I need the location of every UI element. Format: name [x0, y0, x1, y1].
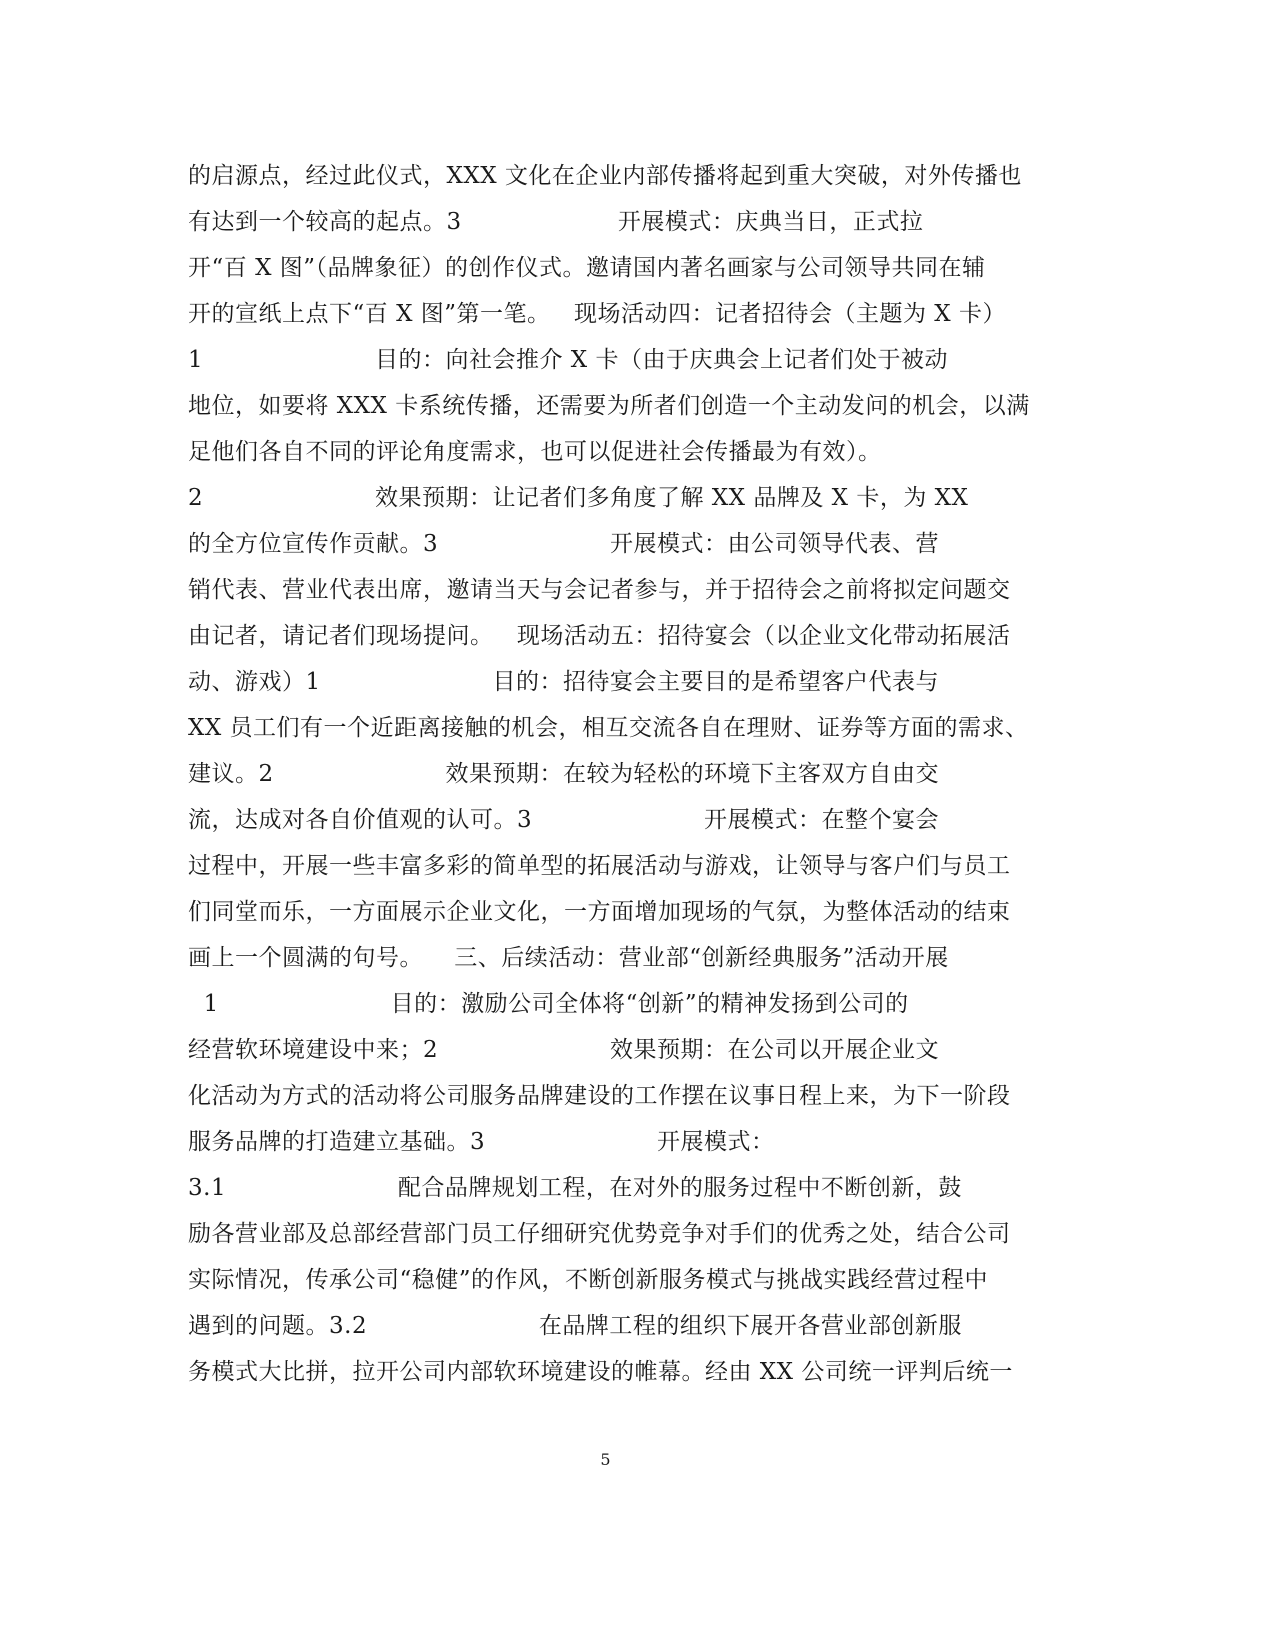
- text-line: 开“百 X 图”（品牌象征）的创作仪式。邀请国内著名画家与公司领导共同在辅: [188, 255, 986, 281]
- text-line: 3.1 配合品牌规划工程，在对外的服务过程中不断创新，鼓: [188, 1175, 962, 1201]
- text-line: 经营软环境建设中来；2 效果预期：在公司以开展企业文: [188, 1037, 939, 1063]
- text-line: XX 员工们有一个近距离接触的机会，相互交流各自在理财、证券等方面的需求、: [188, 715, 1029, 741]
- text-line: 励各营业部及总部经营部门员工仔细研究优势竞争对手们的优秀之处，结合公司: [188, 1221, 1011, 1247]
- text-line: 动、游戏）1 目的：招待宴会主要目的是希望客户代表与: [188, 669, 939, 695]
- text-line: 们同堂而乐，一方面展示企业文化，一方面增加现场的气氛，为整体活动的结束: [188, 899, 1011, 925]
- text-line: 2 效果预期：让记者们多角度了解 XX 品牌及 X 卡，为 XX: [188, 485, 969, 511]
- text-line: 建议。2 效果预期：在较为轻松的环境下主客双方自由交: [188, 761, 939, 787]
- text-line: 画上一个圆满的句号。 三、后续活动：营业部“创新经典服务”活动开展: [188, 945, 949, 971]
- text-line: 实际情况，传承公司“稳健”的作风，不断创新服务模式与挑战实践经营过程中: [188, 1267, 989, 1293]
- text-line: 的启源点，经过此仪式，XXX 文化在企业内部传播将起到重大突破，对外传播也: [188, 163, 1022, 189]
- text-line: 的全方位宣传作贡献。3 开展模式：由公司领导代表、营: [188, 531, 939, 557]
- text-line: 有达到一个较高的起点。3 开展模式：庆典当日，正式拉: [188, 209, 924, 235]
- page-number: 5: [600, 1450, 611, 1469]
- text-line: 足他们各自不同的评论角度需求，也可以促进社会传播最为有效）。: [188, 439, 882, 465]
- text-line: 流，达成对各自价值观的认可。3 开展模式：在整个宴会: [188, 807, 939, 833]
- text-line: 遇到的问题。3.2 在品牌工程的组织下展开各营业部创新服: [188, 1313, 962, 1339]
- text-line: 化活动为方式的活动将公司服务品牌建设的工作摆在议事日程上来，为下一阶段: [188, 1083, 1011, 1109]
- text-line: 由记者，请记者们现场提问。 现场活动五：招待宴会（以企业文化带动拓展活: [188, 623, 1011, 649]
- text-line: 务模式大比拼，拉开公司内部软环境建设的帷幕。经由 XX 公司统一评判后统一: [188, 1359, 1013, 1385]
- text-line: 1 目的：激励公司全体将“创新”的精神发扬到公司的: [188, 991, 909, 1017]
- text-line: 过程中，开展一些丰富多彩的简单型的拓展活动与游戏，让领导与客户们与员工: [188, 853, 1011, 879]
- text-line: 1 目的：向社会推介 X 卡（由于庆典会上记者们处于被动: [188, 347, 948, 373]
- text-line: 开的宣纸上点下“百 X 图”第一笔。 现场活动四：记者招待会（主题为 X 卡）: [188, 301, 1006, 327]
- text-line: 地位，如要将 XXX 卡系统传播，还需要为所者们创造一个主动发问的机会，以满: [188, 393, 1030, 419]
- text-line: 服务品牌的打造建立基础。3 开展模式：: [188, 1129, 775, 1155]
- text-line: 销代表、营业代表出席，邀请当天与会记者参与，并于招待会之前将拟定问题交: [188, 577, 1011, 603]
